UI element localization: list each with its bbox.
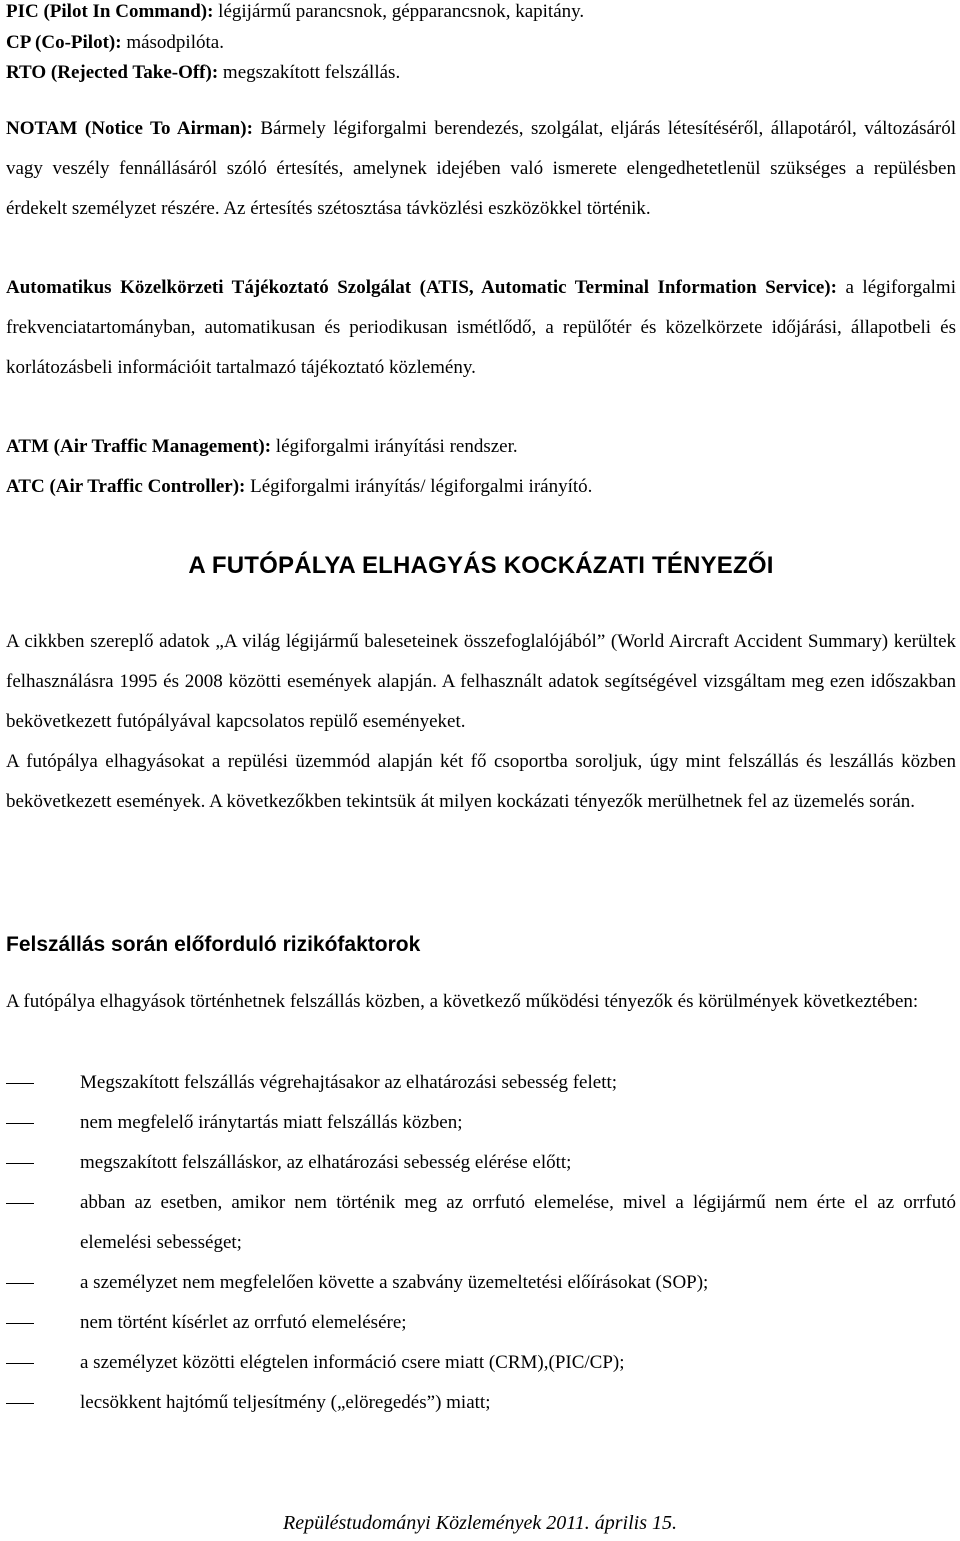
risk-factor-list [6,1063,956,1423]
dash-bullet-icon [6,1403,34,1404]
paragraph: A futópálya elhagyásokat a repülési üzemmód alapján két fő csoportba soroljuk, úgy mint felszállás és leszállás közben bekövetkezett események. A következőkben tekintsük át milyen kockázati tényezők merülhetnek fel az üzemelés során. [6,751,956,812]
list-item [6,1343,956,1383]
definition-term: Automatikus Közelkörzeti Tájékoztató Szolgálat (ATIS, Automatic Terminal Information Service): [6,277,837,298]
definition-atis-block [6,268,956,388]
definition-rto [6,58,956,89]
list-item-text: abban az esetben, amikor nem történik meg az orrfutó elemelése, mivel a légijármű nem érte el az orrfutó elemelési sebességet; [80,1192,956,1253]
definition-term: ATM (Air Traffic Management): [6,436,272,457]
list-item-text: megszakított felszálláskor, az elhatározási sebesség elérése előtt; [80,1152,572,1173]
list-item [6,1143,956,1183]
list-item-text: nem történt kísérlet az orrfutó elemelésére; [80,1312,407,1333]
definitions-bottom [6,427,956,507]
list-item-text: Megszakított felszállás végrehajtásakor az elhatározási sebesség felett; [80,1072,618,1093]
definition-pic [6,0,956,28]
definition-cp [6,28,956,59]
paragraph: A cikkben szereplő adatok „A világ légijármű baleseteinek összefoglalójából” (World Aircraft Accident Summary) kerültek felhasználásra 1995 és 2008 közötti események alapján. A felhasznált adatok segítségével vizsgáltam meg ezen időszakban bekövetkezett futópályával kapcsolatos repülő eseményeket. [6,631,956,732]
definition-notam-block [6,109,956,229]
definition-text: légijármű parancsnok, gépparancsnok, kapitány. [213,1,585,22]
list-item-text: a személyzet nem megfelelően követte a szabvány üzemeltetési előírásokat (SOP); [80,1272,709,1293]
definition-text: Légiforgalmi irányítás/ légiforgalmi irányító. [245,476,593,497]
page-footer: Repüléstudományi Közlemények 2011. április 15. [282,1512,677,1534]
list-item [6,1183,956,1263]
list-item-text: a személyzet közötti elégtelen információ csere miatt (CRM),(PIC/CP); [80,1352,625,1373]
definition-atis [6,268,956,388]
definition-text: Bármely légiforgalmi berendezés, szolgálat, eljárás létesítéséről, állapotáról, változásáról vagy veszély fennállásáról szóló értesítés, amelynek idejében való ismerete elengedhetetlenül szükséges a repülésben érdekelt személyzet részére. Az értesítés szétosztása távközlési eszközökkel történik. [6,118,956,219]
subsection-intro [6,982,956,1022]
paragraph: A futópálya elhagyások történhetnek felszállás közben, a következő működési tényezők és körülmények következtében: [6,991,919,1012]
definition-atc [6,467,956,507]
dash-bullet-icon [6,1283,34,1284]
subsection-title: Felszállás során előforduló rizikófaktorok [6,933,421,956]
definition-text: a légiforgalmi frekvenciatartományban, automatikusan és periodikusan ismétlődő, a repülőtér és közelkörzete időjárási, állapotbeli és korlátozásbeli információit tartalmazó tájékoztató közlemény. [6,277,956,378]
list-item [6,1063,956,1103]
dash-bullet-icon [6,1203,34,1204]
dash-bullet-icon [6,1363,34,1364]
dash-bullet-icon [6,1163,34,1164]
section-title: A FUTÓPÁLYA ELHAGYÁS KOCKÁZATI TÉNYEZŐI [188,552,774,579]
list-item [6,1103,956,1143]
definition-text: másodpilóta. [121,31,224,53]
list-item-text: nem megfelelő iránytartás miatt felszállás közben; [80,1112,463,1133]
definition-term: RTO (Rejected Take-Off): [6,62,219,83]
definitions-top [6,0,956,89]
definition-text: légiforgalmi irányítási rendszer. [271,436,518,457]
section-body [6,622,956,822]
definition-atm [6,427,956,467]
list-item [6,1263,956,1303]
definition-notam [6,109,956,229]
definition-text: megszakított felszállás. [218,62,401,83]
definition-term: PIC (Pilot In Command): [6,1,214,22]
list-item [6,1303,956,1343]
definition-term: NOTAM (Notice To Airman): [6,118,253,139]
dash-bullet-icon [6,1083,34,1084]
list-item-text: lecsökkent hajtómű teljesítmény („elöregedés”) miatt; [80,1392,491,1413]
list-item [6,1383,956,1423]
dash-bullet-icon [6,1123,34,1124]
definition-term: CP (Co-Pilot): [6,31,122,53]
definition-term: ATC (Air Traffic Controller): [6,476,246,497]
dash-bullet-icon [6,1323,34,1324]
